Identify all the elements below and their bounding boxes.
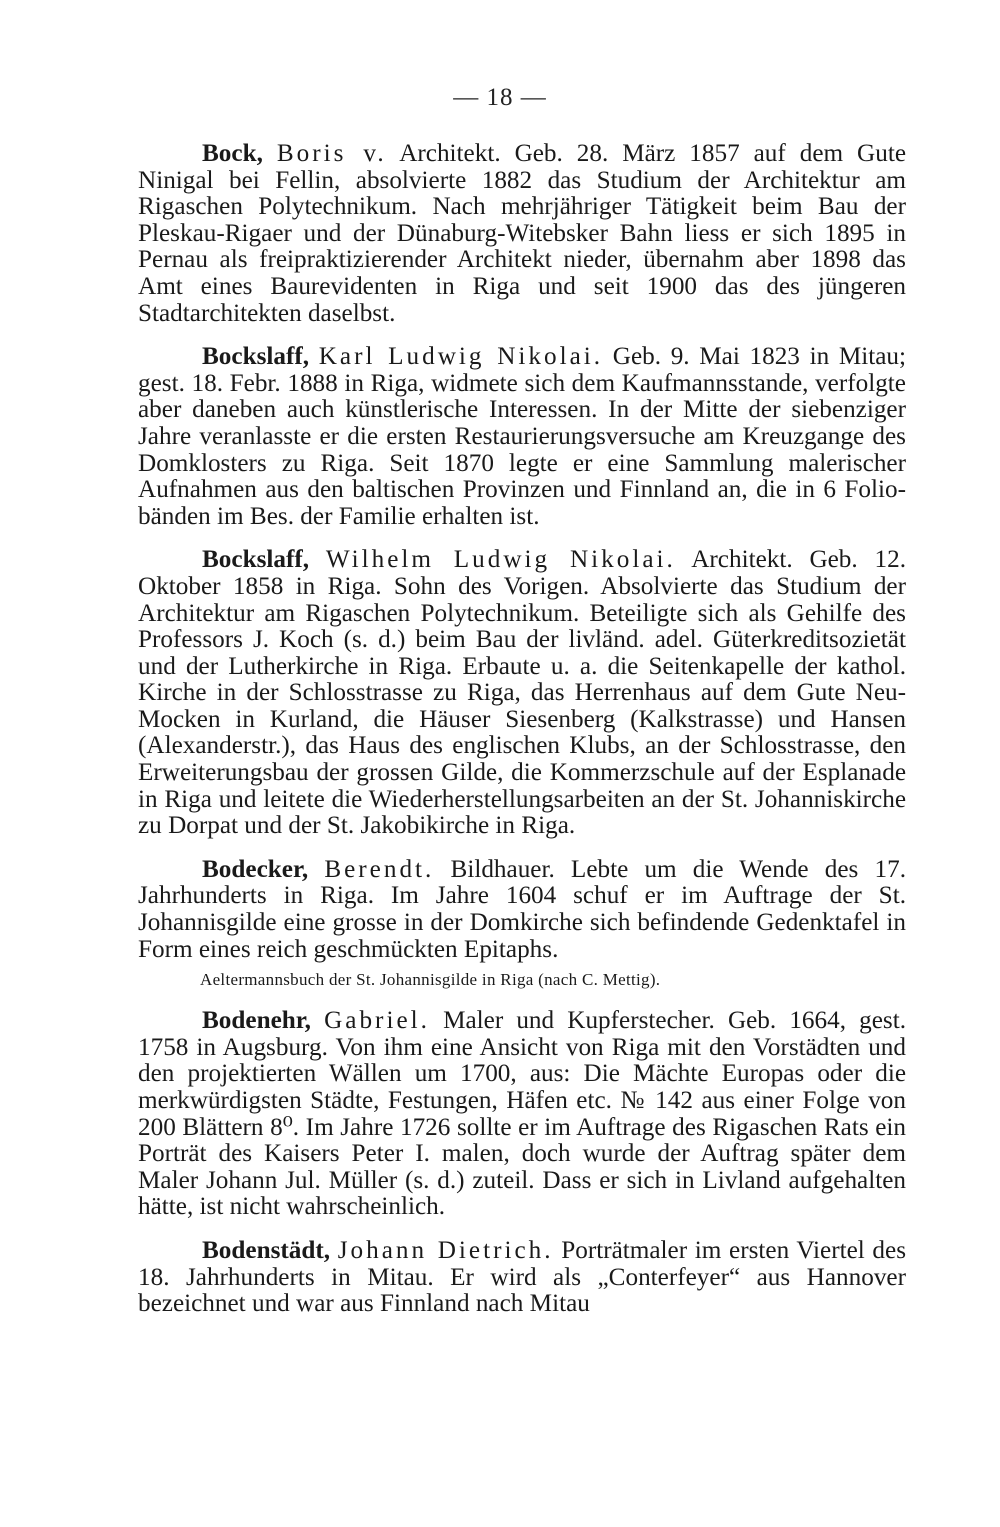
entry-given-names: Berendt.: [324, 855, 435, 883]
entry-surname: Bodecker,: [202, 855, 309, 883]
page-number: — 18 —: [453, 84, 547, 111]
entry-text: Porträtmaler im ersten Viertel des 18. Jahrhunderts in Mitau. Er wird als „Conterfeyer“ aus Hannover bezeichnet und war aus Finnland nach Mitau: [138, 1236, 907, 1318]
entry-given-names: Johann Dietrich.: [337, 1236, 554, 1264]
entry-surname: Bock,: [202, 140, 263, 167]
entry-given-names: Wilhelm Ludwig Nikolai.: [325, 546, 676, 574]
entry-surname: Bockslaff,: [202, 546, 310, 574]
entry-surname: Bodenehr,: [202, 1007, 311, 1035]
entry-surname: Bodenstädt,: [202, 1236, 331, 1264]
entry-text: Maler und Kupferstecher. Geb. 1664, gest. 1758 in Augsburg. Von ihm eine Ansicht von Riga mit den Vorstädten und den projektierten Wällen um 1700, aus: Die Mächte Europas oder die merkwürdigsten Städte, Festungen, Häfen etc. № 142 aus einer Folge von 200 Blättern 8⁰. Im Jahre 1726 sollte er im Auftrage des Rigaschen Rats ein Porträt des Kaisers Peter I. malen, doch wurde der Auftrag später dem Maler Johann Jul. Müller (s. d.) zuteil. Dass er sich in Livland aufgehalten hätte, ist nicht wahrscheinlich.: [138, 1007, 907, 1221]
entry-given-names: Boris v.: [276, 140, 387, 167]
entry-text: Architekt. Geb. 28. März 1857 auf dem Gute Ninigal bei Fellin, absolvierte 1882 das Studium der Architektur am Rigaschen Polytechnikum. Nach mehrjähriger Tätigkeit beim Bau der Pleskau-Rigaer und der Dünaburg-Witebsker Bahn liess er sich 1895 in Pernau als freipraktizierender Architekt nieder, übernahm aber 1898 das Amt eines Baurevidenten in Riga und seit 1900 das des jüngeren Stadtarchitekten daselbst.: [138, 140, 906, 327]
entry-paragraph: [138, 344, 906, 530]
entry-bockslaff-wilhelm: [138, 547, 906, 840]
entry-bodenehr: [138, 1008, 906, 1221]
entry-bockslaff-karl: [138, 344, 906, 530]
entry-paragraph: [138, 1008, 906, 1221]
entry-given-names: Gabriel.: [324, 1007, 430, 1035]
entry-paragraph: [138, 857, 906, 963]
page-body: [138, 141, 906, 1318]
entry-source-citation: Aeltermannsbuch der St. Johannisgilde in Riga (nach C. Mettig).: [200, 970, 661, 990]
entry-text: Architekt. Geb. 12. Oktober 1858 in Riga. Sohn des Vorigen. Absolvierte das Studium der Architektur am Rigaschen Polytechnikum. Beteiligte sich als Gehilfe des Professors J. Koch (s. d.) beim Bau der livländ. adel. Güterkreditsozietät und der Lutherkirche in Riga. Erbaute u. a. die Seitenkapelle der kathol. Kirche in der Schlosstrasse zu Riga, das Herrenhaus auf dem Gute Neu-Mocken in Kurland, die Häuser Siesenberg (Kalkstrasse) und Hansen (Alexanderstr.), das Haus des englischen Klubs, an der Schlosstrasse, den Erweiterungsbau der grossen Gilde, die Kommerzschule auf der Esplanade in Riga und leitete die Wiederherstellungsarbeiten an der St. Johanniskirche zu Dorpat und der St. Jakobikirche in Riga.: [138, 546, 906, 840]
entry-bodecker: [138, 857, 906, 991]
entry-surname: Bockslaff,: [202, 343, 310, 371]
entry-bodenstaedt: [138, 1238, 906, 1318]
entry-text: Geb. 9. Mai 1823 in Mitau; gest. 18. Febr. 1888 in Riga, widmete sich dem Kaufmannsstande, verfolgte aber daneben auch künstlerische Interessen. In der Mitte der siebenziger Jahre veranlasste er die ersten Restaurierungsversuche am Kreuzgange des Domklosters zu Riga. Seit 1870 legte er eine Sammlung malerischer Aufnahmen aus den baltischen Provinzen und Finnland an, die in 6 Foliobänden im Bes. der Familie erhalten ist.: [138, 343, 907, 530]
entry-paragraph: [138, 141, 906, 327]
entry-text: Bildhauer. Lebte um die Wende des 17. Jahrhunderts in Riga. Im Jahre 1604 schuf er im Auftrage der St. Johannisgilde eine grosse in der Domkirche sich befindende Gedenktafel in Form eines reich geschmückten Epitaphs.: [138, 855, 907, 963]
entry-paragraph: [138, 1238, 906, 1318]
entry-bock: [138, 141, 906, 327]
entry-paragraph: [138, 547, 906, 840]
entry-given-names: Karl Ludwig Nikolai.: [318, 343, 604, 371]
